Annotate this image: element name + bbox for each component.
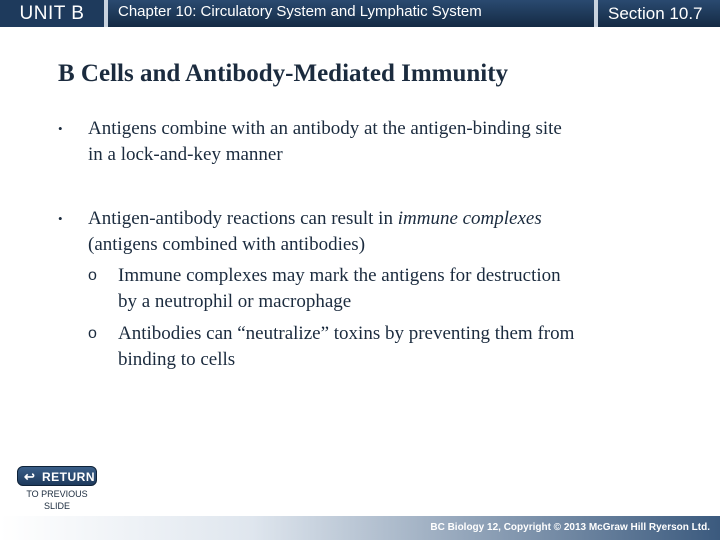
sub-bullet-line: binding to cells (118, 349, 236, 370)
sub-bullet-mark: o (88, 267, 97, 284)
return-caption-line: SLIDE (43, 501, 70, 511)
bullet-item (58, 206, 658, 262)
sub-bullet-text (118, 263, 658, 315)
sub-bullet-line: by a neutrophil or macrophage (118, 291, 352, 312)
sub-bullet-line: Antibodies can “neutralize” toxins by preventing them from (118, 323, 575, 344)
copyright-text: BC Biology 12, Copyright © 2013 McGraw Hill Ryerson Ltd. (430, 522, 710, 533)
emphasis-term: immune complexes (397, 208, 542, 229)
sub-bullet-item (88, 263, 668, 317)
bullet-dot: • (58, 121, 63, 136)
bullet-line: Antigen-antibody reactions can result in (88, 208, 398, 229)
bullet-line: (antigens combined with antibodies) (88, 234, 366, 255)
return-caption-line: TO PREVIOUS (26, 489, 88, 499)
footer-bar (0, 516, 720, 540)
return-arrow-icon: ↩ (24, 469, 35, 484)
bullet-text (88, 116, 648, 168)
unit-label: UNIT B (0, 0, 104, 27)
sub-bullet-text (118, 321, 658, 373)
bullet-dot: • (58, 211, 63, 226)
header-bar (0, 0, 720, 27)
return-button[interactable] (17, 466, 97, 486)
chapter-label: Chapter 10: Circulatory System and Lymphatic System (118, 3, 482, 20)
bullet-text (88, 206, 648, 258)
sub-bullet-mark: o (88, 325, 97, 342)
bullet-item (58, 116, 658, 172)
sub-bullet-item (88, 321, 668, 375)
slide-title: B Cells and Antibody-Mediated Immunity (58, 60, 509, 87)
bullet-line: in a lock-and-key manner (88, 144, 283, 165)
bullet-line: Antigens combine with an antibody at the antigen-binding site (88, 118, 562, 139)
section-label: Section 10.7 (608, 4, 703, 23)
sub-bullet-line: Immune complexes may mark the antigens for destruction (118, 265, 561, 286)
return-button-label: RETURN (42, 470, 95, 484)
return-caption (14, 488, 100, 512)
